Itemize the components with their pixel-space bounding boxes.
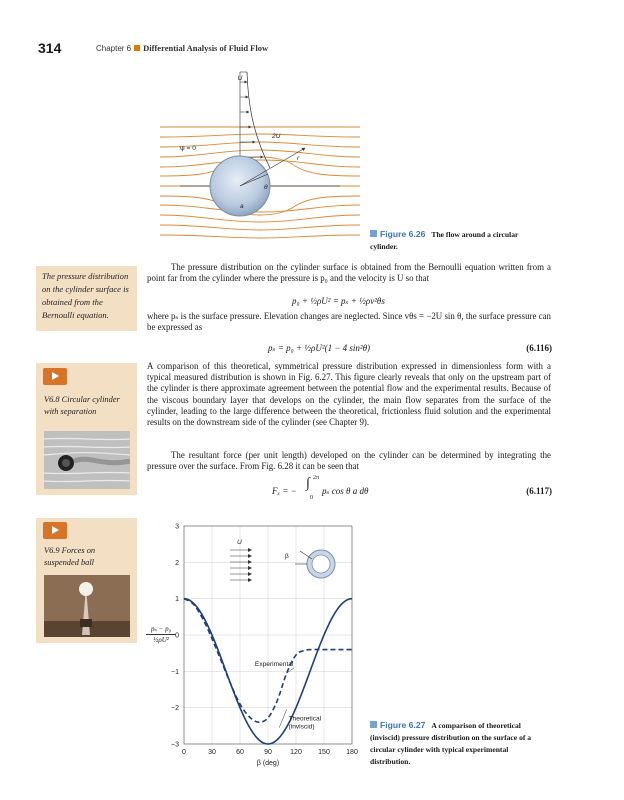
theoretical-leader-line	[279, 709, 286, 727]
figure-6-26-number: Figure 6.26	[380, 229, 426, 239]
x-tick-label: 30	[208, 749, 216, 756]
equation-6-117-lhs: Fₓ = −	[272, 486, 297, 496]
chart-inset	[230, 539, 335, 582]
y-tick-label: −2	[171, 705, 179, 713]
label-theoretical: Theoretical	[288, 715, 322, 723]
equation-bernoulli: p₀ + ½ρU² = pₛ + ½ρv²θs	[292, 296, 385, 306]
page-number: 314	[38, 40, 62, 56]
equation-6-117-integrand: pₛ cos θ a dθ	[322, 486, 369, 496]
figure-6-27-text: A comparison of theoretical (inviscid) pressure distribution on the surface of a circular cylinder with typical experimental distribution.	[370, 721, 532, 766]
y-axis-label-denominator: ½ρU²	[153, 636, 169, 644]
video-2-thumbnail[interactable]	[44, 575, 130, 637]
y-tick-label: 0	[175, 632, 179, 640]
video-2-label: V6.9 Forces on suspended ball	[44, 546, 96, 567]
label-theta: θ	[264, 184, 268, 191]
y-tick-label: 2	[175, 559, 179, 567]
figure-6-27-caption	[370, 719, 540, 767]
x-tick-label: 90	[264, 749, 272, 756]
integral-lower-limit: 0	[310, 495, 313, 501]
x-tick-label: 0	[182, 749, 186, 756]
velocity-profile-arrows	[240, 82, 263, 157]
x-tick-label: 60	[236, 749, 244, 756]
label-inviscid: (inviscid)	[288, 723, 315, 731]
integral-sign-icon: ∫	[306, 476, 310, 491]
margin-note	[36, 266, 137, 331]
video-play-button-icon[interactable]	[43, 368, 67, 385]
inset-label-beta: β	[285, 553, 289, 560]
equation-6-117	[272, 476, 402, 506]
paragraph-2: where pₛ is the surface pressure. Elevation changes are neglected. Since vθs = −2U sin θ, the surface pressure can be expressed as	[147, 311, 551, 333]
equation-6-116: pₛ = p₀ + ½ρU²(1 − 4 sin²θ)	[268, 343, 371, 353]
velocity-profile-curve	[247, 72, 270, 168]
x-tick-label: 180	[346, 749, 358, 756]
y-axis-label-numerator: pₛ − p₀	[146, 625, 176, 635]
video-1-thumbnail[interactable]	[44, 431, 130, 489]
video-1-label: V6.8 Circular cylinder with separation	[44, 395, 120, 416]
caption-bullet-icon	[370, 230, 377, 237]
label-U: U	[237, 75, 243, 82]
header-bullet-icon	[134, 45, 140, 51]
y-axis-label	[146, 625, 176, 644]
figure-6-26-flow-diagram	[160, 62, 360, 252]
running-header	[96, 43, 268, 53]
label-2U: 2U	[272, 133, 281, 140]
caption-bullet-icon	[370, 721, 377, 728]
chapter-title: Differential Analysis of Fluid Flow	[143, 43, 269, 53]
y-tick-label: −1	[171, 668, 179, 676]
y-tick-label: −3	[171, 741, 179, 749]
label-r: r	[297, 155, 300, 162]
label-a: a	[240, 203, 244, 210]
x-axis-label: β (deg)	[256, 760, 280, 767]
x-tick-label: 150	[318, 749, 330, 756]
figure-6-27-number: Figure 6.27	[380, 720, 426, 730]
paragraph-3: A comparison of this theoretical, symmetrical pressure distribution expressed in dimensionless form with a typical measured distribution is shown in Fig. 6.27. This figure clearly reveals that only on the upstream part of the cylinder is there approximate agreement between the potential flow and the experimental results. Because of the viscous boundary layer that develops on the cylinder, the main flow separates from the surface of the cylinder, leading to the large difference between the theoretical, frictionless fluid solution and the experimental results on the downstream side of the cylinder (see Chapter 9).	[147, 361, 551, 428]
inset-flow-arrows	[230, 550, 248, 580]
inset-label-U: U	[237, 539, 242, 546]
margin-note-text: The pressure distribution on the cylinder surface is obtained from the Bernoulli equation.	[42, 271, 129, 320]
inset-cylinder-inner	[312, 555, 330, 573]
figure-6-26-text: The flow around a circular cylinder.	[370, 230, 519, 251]
integral-upper-limit: 2π	[313, 475, 320, 481]
y-tick-label: 1	[175, 596, 179, 604]
equation-6-117-number: (6.117)	[526, 486, 552, 496]
video-play-button-icon[interactable]	[43, 522, 67, 539]
paragraph-1: The pressure distribution on the cylinder surface is obtained from the Bernoulli equation written from a point far from the cylinder where the pressure is p₀ and the velocity is U so that	[147, 262, 551, 284]
label-psi-zero: ψ = 0	[180, 145, 196, 152]
label-experimental: Experimental	[254, 660, 294, 668]
paragraph-4: The resultant force (per unit length) developed on the cylinder can be determined by integrating the pressure over the surface. From Fig. 6.28 it can be seen that	[147, 450, 551, 472]
x-tick-label: 120	[290, 749, 302, 756]
chapter-label: Chapter 6	[96, 44, 132, 53]
equation-6-116-number: (6.116)	[526, 343, 552, 353]
figure-6-26-caption	[370, 228, 540, 252]
y-tick-label: 3	[175, 523, 179, 531]
